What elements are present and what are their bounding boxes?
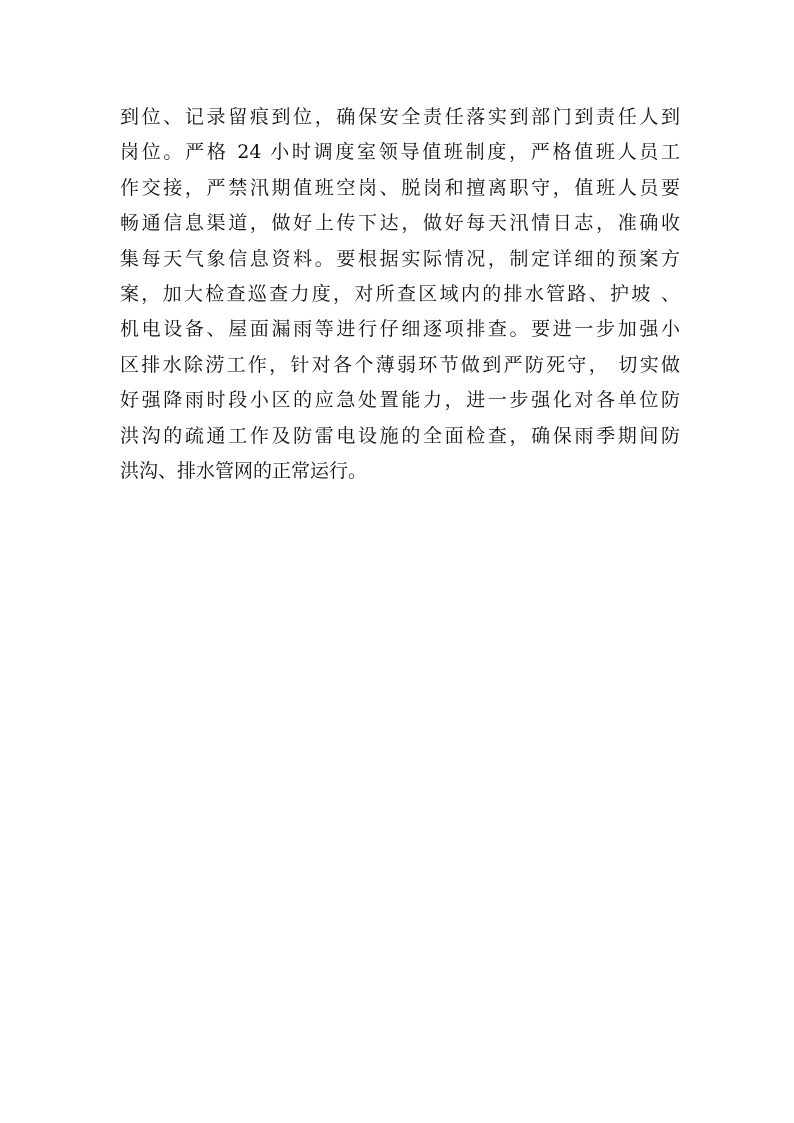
paragraph-line-6: 案，加大检查巡查力度，对所查区域内的排水管路、护坡 、 bbox=[120, 282, 680, 305]
paragraph-line-3: 作交接，严禁汛期值班空岗、脱岗和擅离职守，值班人员要 bbox=[120, 176, 680, 199]
paragraph-line-8: 区排水除涝工作，针对各个薄弱环节做到严防死守， 切实做 bbox=[120, 353, 680, 376]
paragraph-line-10: 洪沟的疏通工作及防雷电设施的全面检查，确保雨季期间防 bbox=[120, 424, 680, 447]
paragraph-line-2: 岗位。严格 24 小时调度室领导值班制度，严格值班人员工 bbox=[120, 141, 680, 164]
paragraph-line-1: 到位、记录留痕到位，确保安全责任落实到部门到责任人到 bbox=[120, 106, 680, 128]
paragraph-line-9: 好强降雨时段小区的应急处置能力，进一步强化对各单位防 bbox=[120, 389, 680, 412]
paragraph-line-7: 机电设备、屋面漏雨等进行仔细逐项排查。要进一步加强小 bbox=[120, 318, 680, 341]
paragraph-line-11: 洪沟、排水管网的正常运行。 bbox=[120, 459, 368, 482]
paragraph-line-4: 畅通信息渠道，做好上传下达，做好每天汛情日志，准确收 bbox=[120, 212, 680, 235]
paragraph-line-5: 集每天气象信息资料。要根据实际情况，制定详细的预案方 bbox=[120, 247, 680, 270]
body-paragraph bbox=[120, 100, 680, 489]
